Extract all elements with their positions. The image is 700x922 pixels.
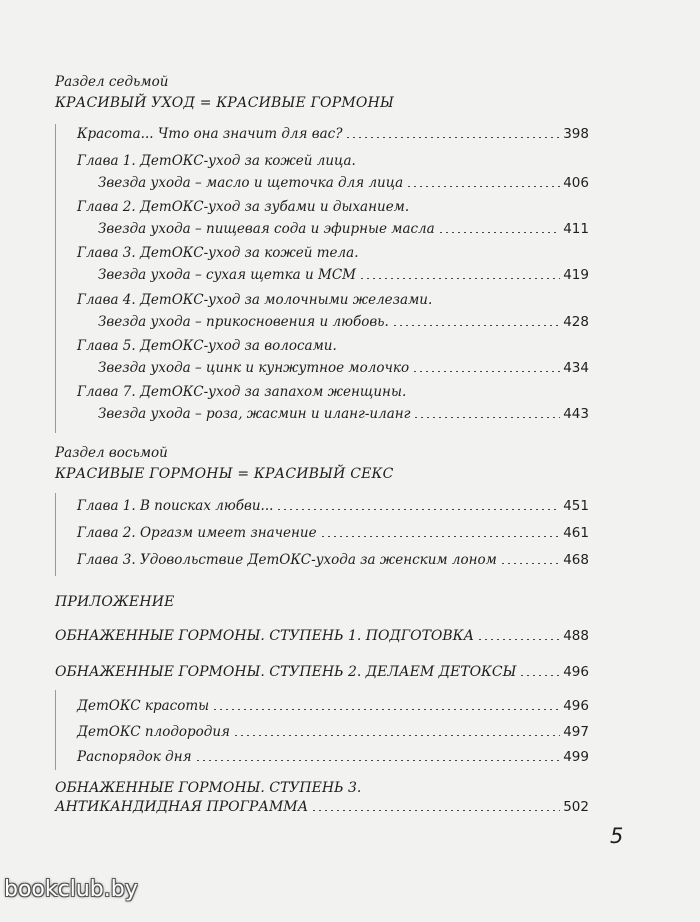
page-ref: 406 xyxy=(563,175,589,191)
chapter-heading[interactable]: Глава 1. ДетОКС-уход за кожей лица. xyxy=(77,153,356,169)
toc-entry[interactable] xyxy=(98,175,589,191)
dot-leader xyxy=(500,563,560,564)
entry-title: ДетОКС плодородия xyxy=(77,724,230,740)
toc-entry[interactable] xyxy=(98,360,589,376)
dot-leader xyxy=(413,417,560,418)
toc-entry[interactable] xyxy=(55,799,589,815)
entry-title: Красота... Что она значит для вас? xyxy=(77,126,343,142)
dot-leader xyxy=(276,509,560,510)
entry-title: Звезда ухода – роза, жасмин и иланг-иланг xyxy=(98,406,411,422)
page-number: 5 xyxy=(610,824,624,848)
entry-title: Звезда ухода – масло и щеточка для лица xyxy=(98,175,404,191)
chapter-heading[interactable]: Глава 3. ДетОКС-уход за кожей тела. xyxy=(77,245,359,261)
entry-title: Глава 2. Оргазм имеет значение xyxy=(77,525,317,541)
page-ref: 497 xyxy=(563,724,589,740)
section-title: КРАСИВЫЕ ГОРМОНЫ = КРАСИВЫЙ СЕКС xyxy=(55,466,394,482)
appendix-title: ПРИЛОЖЕНИЕ xyxy=(55,594,175,610)
appendix-step3-heading[interactable]: ОБНАЖЕННЫЕ ГОРМОНЫ. СТУПЕНЬ 3. xyxy=(55,780,362,796)
section-title: КРАСИВЫЙ УХОД = КРАСИВЫЕ ГОРМОНЫ xyxy=(55,95,394,111)
dot-leader xyxy=(477,639,560,640)
entry-title: ОБНАЖЕННЫЕ ГОРМОНЫ. СТУПЕНЬ 1. ПОДГОТОВКА xyxy=(55,628,475,644)
entry-title: Распорядок дня xyxy=(77,749,192,765)
section-rule xyxy=(55,493,56,576)
page-ref: 496 xyxy=(563,664,589,680)
dot-leader xyxy=(412,371,560,372)
toc-entry[interactable] xyxy=(77,749,589,765)
page-ref: 451 xyxy=(563,498,589,514)
section-rule xyxy=(55,690,56,770)
toc-entry[interactable] xyxy=(77,498,589,514)
chapter-heading[interactable]: Глава 5. ДетОКС-уход за волосами. xyxy=(77,338,337,354)
toc-entry[interactable] xyxy=(55,664,589,680)
toc-entry[interactable] xyxy=(98,314,589,330)
page-ref: 499 xyxy=(563,749,589,765)
entry-title: ДетОКС красоты xyxy=(77,698,210,714)
dot-leader xyxy=(320,536,561,537)
dot-leader xyxy=(519,675,560,676)
watermark-logo: bookclub.by xyxy=(4,877,138,902)
dot-leader xyxy=(359,278,560,279)
page-ref: 443 xyxy=(563,406,589,422)
dot-leader xyxy=(233,735,560,736)
toc-entry[interactable] xyxy=(77,525,589,541)
dot-leader xyxy=(195,760,561,761)
section-label: Раздел восьмой xyxy=(55,445,168,461)
section-label: Раздел седьмой xyxy=(55,74,169,90)
chapter-heading[interactable]: Глава 4. ДетОКС-уход за молочными железами. xyxy=(77,292,433,308)
toc-entry[interactable] xyxy=(98,221,589,237)
dot-leader xyxy=(345,137,560,138)
toc-entry[interactable] xyxy=(77,126,589,142)
toc-entry[interactable] xyxy=(77,698,589,714)
dot-leader xyxy=(438,232,561,233)
toc-entry[interactable] xyxy=(77,552,589,568)
page-ref: 496 xyxy=(563,698,589,714)
entry-title: Звезда ухода – пищевая сода и эфирные масла xyxy=(98,221,435,237)
entry-title: Глава 1. В поисках любви... xyxy=(77,498,274,514)
entry-title: АНТИКАНДИДНАЯ ПРОГРАММА xyxy=(55,799,309,815)
page-ref: 411 xyxy=(563,221,589,237)
dot-leader xyxy=(406,186,560,187)
toc-entry[interactable] xyxy=(98,406,589,422)
entry-title: ОБНАЖЕННЫЕ ГОРМОНЫ. СТУПЕНЬ 2. ДЕЛАЕМ ДЕТОКСЫ xyxy=(55,664,517,680)
entry-title: Звезда ухода – сухая щетка и МСМ xyxy=(98,267,356,283)
page-ref: 428 xyxy=(563,314,589,330)
dot-leader xyxy=(212,709,560,710)
chapter-heading[interactable]: Глава 2. ДетОКС-уход за зубами и дыханием. xyxy=(77,199,410,215)
toc-entry[interactable] xyxy=(98,267,589,283)
entry-title: Глава 3. Удовольствие ДетОКС-ухода за женским лоном xyxy=(77,552,497,568)
toc-entry[interactable] xyxy=(55,628,589,644)
dot-leader xyxy=(311,810,560,811)
page-ref: 419 xyxy=(563,267,589,283)
toc-entry[interactable] xyxy=(77,724,589,740)
chapter-heading[interactable]: Глава 7. ДетОКС-уход за запахом женщины. xyxy=(77,384,407,400)
page-ref: 468 xyxy=(563,552,589,568)
page-ref: 502 xyxy=(563,799,589,815)
page-ref: 461 xyxy=(563,525,589,541)
page-ref: 488 xyxy=(563,628,589,644)
section-rule xyxy=(55,124,56,433)
dot-leader xyxy=(392,325,560,326)
entry-title: Звезда ухода – прикосновения и любовь. xyxy=(98,314,389,330)
page-ref: 434 xyxy=(563,360,589,376)
page-ref: 398 xyxy=(563,126,589,142)
entry-title: Звезда ухода – цинк и кунжутное молочко xyxy=(98,360,410,376)
